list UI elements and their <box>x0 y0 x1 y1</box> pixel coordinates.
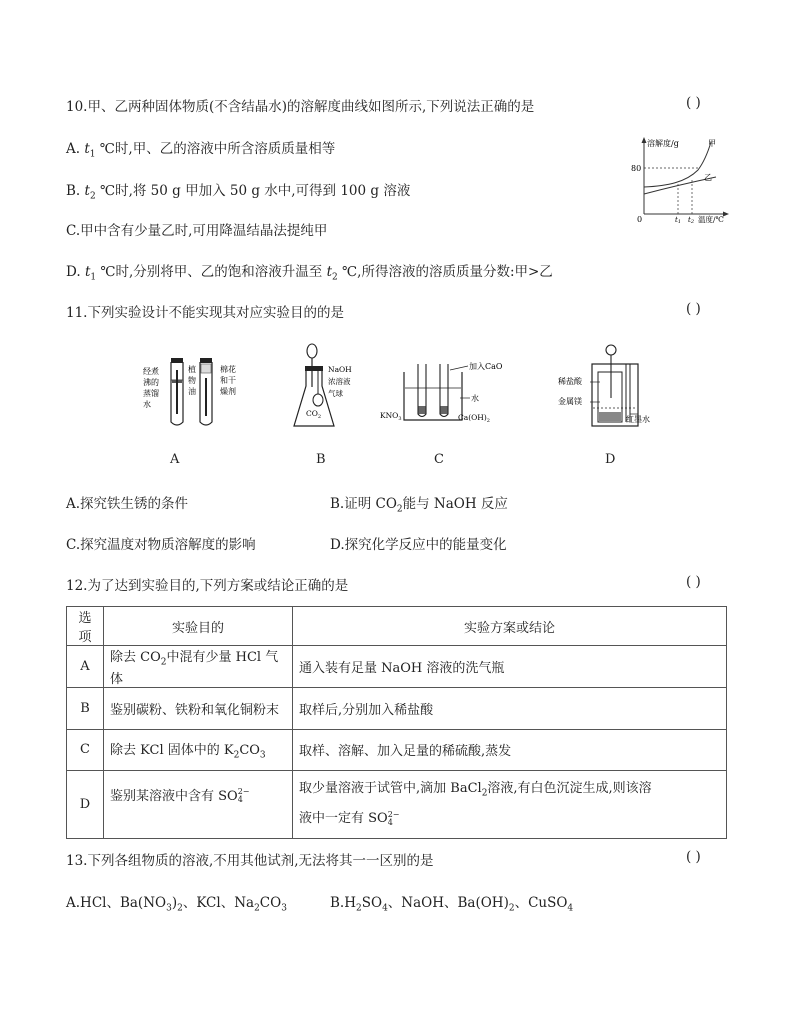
svg-text:沸的: 沸的 <box>143 378 159 387</box>
co2-label: $CO_2$ <box>306 409 322 420</box>
beaker <box>404 372 462 420</box>
svg-text:和干: 和干 <box>220 376 236 385</box>
figure-a-caption: A <box>170 452 180 467</box>
header-option: 选项 <box>67 607 104 646</box>
experiment-table <box>66 606 727 839</box>
table-row: B 鉴别碳粉、铁粉和氧化铜粉末 取样后,分别加入稀盐酸 <box>67 687 727 729</box>
figure-c-caption: C <box>434 452 444 467</box>
caoh2-label: $Ca(OH)_2$ <box>458 413 490 424</box>
t1-label: t1 <box>675 216 682 225</box>
y-tick-80: 80 <box>631 164 642 173</box>
svg-text:水: 水 <box>471 394 479 403</box>
q13-answer-paren: ( ) <box>686 849 701 865</box>
figure-c-temperature-solubility <box>378 358 508 428</box>
x-axis-label: 温度/℃ <box>698 215 724 224</box>
solubility-graph <box>628 134 732 226</box>
funnel-knob <box>606 345 616 355</box>
figure-b-caption: B <box>316 452 326 467</box>
q13-option-b: $B.H_2SO_4$、NaOH、$Ba(OH)_2$、CuSO$_4$ <box>330 895 574 914</box>
svg-text:浓溶液: 浓溶液 <box>328 377 351 386</box>
q11-answer-paren: ( ) <box>686 301 701 317</box>
q11-stem: 11.下列实验设计不能实现其对应实验目的的是 <box>66 305 344 321</box>
balloon <box>313 394 323 406</box>
q11-option-d: D.探究化学反应中的能量变化 <box>330 537 507 553</box>
header-plan: 实验方案或结论 <box>293 607 727 646</box>
y-axis-arrow <box>642 137 647 143</box>
svg-text:棉花: 棉花 <box>220 365 236 374</box>
curve-yi-label: 乙 <box>704 173 712 182</box>
svg-text:金属镁: 金属镁 <box>558 397 582 406</box>
q12-answer-paren: ( ) <box>686 574 701 590</box>
svg-text:物: 物 <box>188 376 196 385</box>
table-row: A 除去 $CO_2$中混有少量 HCl 气体 通入装有足量 NaOH 溶液的洗气瓶 <box>67 646 727 688</box>
svg-text:气球: 气球 <box>328 389 343 398</box>
q11-option-c: C.探究温度对物质溶解度的影响 <box>66 537 256 553</box>
q10-stem: 10.甲、乙两种固体物质(不含结晶水)的溶解度曲线如图所示,下列说法正确的是 <box>66 99 535 115</box>
svg-text:植: 植 <box>188 365 196 374</box>
svg-text:蒸馏: 蒸馏 <box>143 389 159 398</box>
t2-label: t2 <box>688 216 695 225</box>
q10-option-a: A. $t_1$ ℃时,甲、乙的溶液中所含溶质质量相等 <box>66 141 336 160</box>
q13-option-a: A.HCl、$Ba(NO_3)_2$、KCl、$Na_2CO_3$ <box>66 895 287 914</box>
svg-text:水: 水 <box>143 400 151 409</box>
svg-text:红墨水: 红墨水 <box>626 415 650 424</box>
table-header-row <box>67 607 727 646</box>
q10-option-b: B. $t_2$ ℃时,将 50 g 甲加入 50 g 水中,可得到 100 g 溶液 <box>66 183 411 202</box>
header-purpose: 实验目的 <box>104 607 293 646</box>
figure-b-co2-naoh <box>292 342 372 432</box>
svg-text:稀盐酸: 稀盐酸 <box>558 377 582 386</box>
q10-option-c: C.甲中含有少量乙时,可用降温结晶法提纯甲 <box>66 223 328 239</box>
table-row: C 除去 KCl 固体中的 $K_2CO_3$ 取样、溶解、加入足量的稀硫酸,蒸发 <box>67 729 727 770</box>
flask-stopper <box>305 366 323 371</box>
magnesium <box>599 412 621 421</box>
q10-answer-paren: ( ) <box>686 95 701 111</box>
tube-2-stopper <box>200 358 212 363</box>
q13-stem: 13.下列各组物质的溶液,不用其他试剂,无法将其一一区别的是 <box>66 853 434 869</box>
kno3-label: $KNO_3$ <box>380 411 402 422</box>
figure-a-iron-rust <box>140 350 250 430</box>
cotton-desiccant <box>201 364 211 373</box>
svg-text:经煮: 经煮 <box>143 367 159 376</box>
tube-1-stopper <box>171 358 183 363</box>
svg-text:油: 油 <box>188 387 196 396</box>
y-axis-label: 溶解度/g <box>647 139 679 148</box>
origin-label: 0 <box>637 215 643 224</box>
curve-jia-label: 甲 <box>708 139 716 148</box>
table-row: D 鉴别某溶液中含有 SO 2− 4 取少量溶液于试管中,滴加 BaCl$_2$溶液,有白色沉淀生成,则该溶 液中一定有 SO 2− 4 <box>67 770 727 838</box>
figure-d-caption: D <box>605 452 616 467</box>
q12-stem: 12.为了达到实验目的,下列方案或结论正确的是 <box>66 578 349 594</box>
svg-text:燥剂: 燥剂 <box>220 387 236 396</box>
q11-option-a: A.探究铁生锈的条件 <box>66 496 189 512</box>
figure-d-energy-change <box>556 342 666 430</box>
svg-text:NaOH: NaOH <box>328 365 352 374</box>
dropper-bulb <box>307 344 317 358</box>
q10-option-d: D. $t_1$ ℃时,分别将甲、乙的饱和溶液升温至 $t_2$ ℃,所得溶液的溶质质量分数:甲>乙 <box>66 264 553 283</box>
q11-option-b: B.证明 $CO_2$能与 NaOH 反应 <box>330 496 508 515</box>
svg-text:加入CaO: 加入CaO <box>469 362 503 371</box>
